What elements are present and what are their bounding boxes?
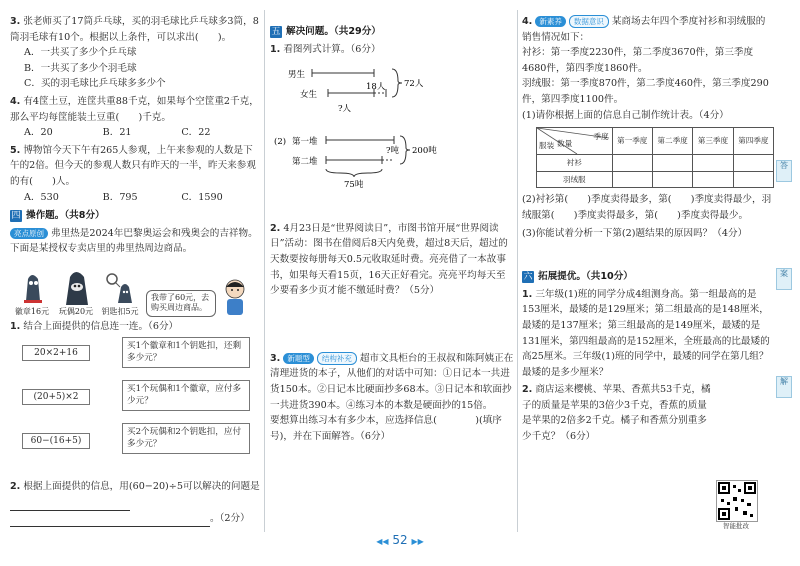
expression-box[interactable]: 20×2+16 — [22, 345, 90, 361]
section-heading-5: 五 解决问题。（共29分） — [271, 26, 381, 37]
sub-question-3: (3)你能试着分析一下第(2)题结果的原因吗？（4分） — [522, 227, 748, 239]
row-label: 羽绒服 — [537, 171, 613, 188]
question-1-ext: 1. 三年级(1)班的同学分成4组测身高。第一组最高的是153厘米，最矮的是129厘米；第二组最高的是148厘米，最矮的是137厘米；第三组最高的是149厘米，最矮的是131厘米，第四组最高的是152厘米，全班最高的比最矮的高25厘米。三年级(1)班的同学中，最矮的同学在第几组？最矮的是多少厘米？ — [522, 288, 770, 378]
answer-line[interactable] — [10, 511, 210, 528]
option-b: B．21 — [102, 127, 132, 139]
page-number: ◀◀ 52 ▶▶ — [376, 533, 424, 547]
child-illustration — [220, 277, 250, 317]
total-label: 72人 — [404, 79, 424, 90]
table-cell[interactable] — [652, 171, 692, 188]
unknown-label: ?吨 — [386, 146, 400, 157]
question-box[interactable]: 买1个徽章和1个钥匙扣，还剩多少元？ — [122, 337, 250, 368]
question-2-op: 2. 根据上面提供的信息，用(60−20)÷5可以解决的问题是 。（2分） — [10, 479, 260, 528]
expression-box[interactable]: (20+5)×2 — [22, 389, 90, 405]
section-heading-6: 六 拓展提优。（共10分） — [523, 271, 633, 283]
table-header: 第二季度 — [652, 128, 692, 155]
side-tab[interactable]: 案 — [776, 268, 792, 290]
table-cell[interactable] — [693, 155, 733, 172]
data-badge: 数据意识 — [569, 15, 609, 28]
table-cell[interactable] — [733, 171, 773, 188]
next-arrow-icon: ▶▶ — [411, 537, 424, 546]
question-4: 4. 有4筐土豆，连筐共重88千克，如果每个空筐重2千克，那么平均每筐能装土豆重( )千克。 A．20 B．21 C．22 — [10, 94, 260, 141]
table-cell[interactable] — [612, 171, 652, 188]
option-a: A．一共买了多少个乒乓球 — [24, 47, 137, 59]
option-c: C．1590 — [181, 191, 223, 203]
right-column — [522, 14, 774, 447]
question-2-calc: 2. 4月23日是“世界阅读日”，市图书馆开展“世界阅读日”活动：图书在借阅后8天内免费，超过8天后，超过的天数要按每册每天0.5元收取延时费。亮亮借了一本故事书，如果每天看15页，16天正好看完。亮亮平均每天至少要看多少页才能不缴延时费？（5分） — [270, 222, 508, 297]
option-b: B．795 — [102, 191, 138, 203]
table-header: 第四季度 — [733, 128, 773, 155]
new-type-badge: 新题型 — [283, 353, 314, 364]
table-cell[interactable] — [612, 155, 652, 172]
qr-code-icon — [717, 481, 757, 521]
brace — [326, 169, 382, 177]
diff-label: 75吨 — [344, 180, 364, 191]
row-label: 第二堆 — [292, 157, 318, 168]
keychain-product: 钥匙扣5元 — [98, 267, 142, 317]
column-divider — [264, 10, 265, 532]
row-label: 衬衫 — [537, 155, 613, 172]
total-label: 200吨 — [412, 146, 437, 157]
row-label: 男生 — [288, 70, 306, 81]
matching-exercise — [10, 337, 260, 467]
row-label: 女生 — [300, 90, 318, 101]
diagonal-header-cell — [537, 128, 613, 155]
question-3-calc: 3. 新题型 结构补充 超市文具柜台的王叔叔和陈阿姨正在清理进货的本子，从他们的对话中可知：①日记本一共进货150本。②日记本比硬面抄多68本。③日记本和软面抄一共进货390本。④练习本的本数是硬面抄的15倍。 要想算出练习本有多少本，应选择信息( )(填序号)，并在下面解答。（6分） — [270, 352, 514, 442]
question-box[interactable]: 买2个玩偶和2个钥匙扣，应付多少元？ — [122, 423, 250, 454]
column-divider — [517, 10, 518, 532]
side-tab[interactable]: 答 — [776, 160, 792, 182]
table-cell[interactable] — [652, 155, 692, 172]
answer-line[interactable] — [10, 494, 130, 511]
option-a: A．530 — [24, 191, 59, 203]
question-1-op: 1. 结合上面提供的信息连一连。（6分） — [10, 320, 179, 332]
row-label: 第一堆 — [292, 137, 318, 148]
line-segment-diagrams — [270, 59, 515, 209]
question-2-ext: 2. 商店运来樱桃、苹果、香蕉共53千克，橘子的质量是苹果的3倍少3千克，香蕉的质量是苹果的2倍多2千克。橘子和香蕉分别重多少千克？（6分） — [522, 384, 711, 443]
middle-column — [270, 14, 515, 446]
question-5: 5. 博物馆今天下午有265人参观，上午来参观的人数是下午的2倍。但今天的参观人数只有昨天的一半，昨天来参观的有( )人。 A．530 B．795 C．1590 — [10, 143, 260, 205]
structure-badge: 结构补充 — [317, 352, 357, 365]
prev-arrow-icon: ◀◀ — [376, 537, 389, 546]
section-heading-4: 四 操作题。（共8分） — [11, 210, 105, 222]
child-icon — [220, 277, 250, 317]
diag-label-top: 季度 — [593, 132, 609, 142]
question-1-calc: 1. 看图列式计算。（6分） — [270, 43, 381, 55]
option-c: C．22 — [181, 127, 211, 139]
brace — [400, 136, 410, 164]
table-header: 第一季度 — [612, 128, 652, 155]
diff-label: 18人 — [366, 82, 386, 93]
table-cell[interactable] — [693, 171, 733, 188]
product-row — [10, 261, 260, 317]
literacy-badge: 新素养 — [535, 16, 566, 27]
table-header: 第三季度 — [693, 128, 733, 155]
left-column — [10, 14, 260, 529]
mascot-badge-icon — [12, 267, 52, 307]
side-tab[interactable]: 解 — [776, 376, 792, 398]
table-cell[interactable] — [733, 155, 773, 172]
qr-label: 智能批改 — [723, 522, 749, 530]
expression-box[interactable]: 60−(16+5) — [22, 433, 90, 449]
question-4-stats: 4. 新素养 数据意识 某商场去年四个季度衬衫和羽绒服的销售情况如下： 衬衫：第一季度2230件，第二季度3670件，第三季度4680件，第四季度1860件。 羽绒服：第一季度870件，第二季度460件，第三季度290件，第四季度1100件。 (1)请你根据上面的信息自己制作统计表。（4分） — [522, 16, 769, 121]
mascot-doll-icon — [56, 267, 96, 307]
option-b: B．一共买了多少个羽毛球 — [24, 62, 137, 74]
doll-product: 玩偶20元 — [54, 267, 98, 317]
speech-bubble: 我带了60元，去购买周边商品。 — [146, 290, 216, 317]
diag-label-mid: 数量 — [557, 139, 573, 149]
unknown-label: ?人 — [338, 104, 352, 115]
question-3: 3. 张老师买了17筒乒乓球，买的羽毛球比乒乓球多3筒，8筒羽毛球有10个。根据以上条件，可以求出( )。 A．一共买了多少个乒乓球 B．一共买了多少个羽毛球 C．买的羽毛球比乒乓球多多少个 — [10, 14, 260, 92]
mascot-keychain-icon — [100, 267, 140, 307]
figure-number: (2) — [274, 137, 287, 148]
question-box[interactable]: 买1个玩偶和1个徽章，应付多少元？ — [122, 380, 250, 411]
intro-text: 亮点原创 弗里热是2024年巴黎奥运会和残奥会的吉祥物。下面是某授权专卖店里的弗里热周边商品。 — [10, 227, 258, 255]
badge-product: 徽章16元 — [10, 267, 54, 317]
highlight-badge: 亮点原创 — [10, 228, 48, 239]
qr-code[interactable] — [716, 480, 758, 522]
diag-label-bot: 服装 — [539, 140, 555, 150]
option-c: C．买的羽毛球比乒乓球多多少个 — [24, 78, 166, 90]
statistics-table — [536, 127, 774, 188]
sub-question-2: (2)衬衫第( )季度卖得最多，第( )季度卖得最少，羽绒服第( )季度卖得最多，第( )季度卖得最少。 — [522, 194, 772, 221]
option-a: A．20 — [24, 127, 53, 139]
brace — [392, 69, 402, 97]
